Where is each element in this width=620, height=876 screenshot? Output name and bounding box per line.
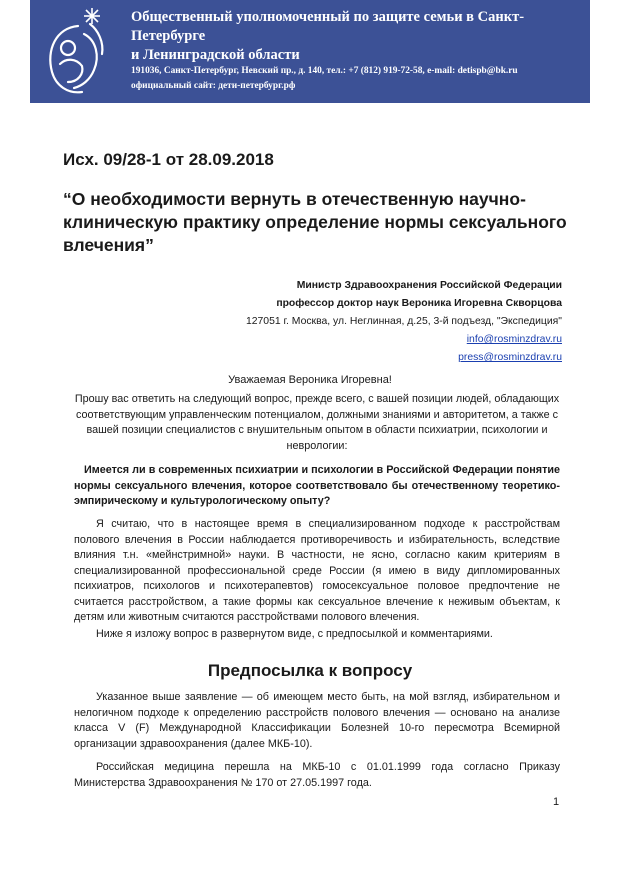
outgoing-reference: Исх. 09/28-1 от 28.09.2018	[63, 150, 274, 169]
question-paragraph: Имеется ли в современных психиатрии и психологии в Российской Федерации понятие нормы сексуального влечения, которое соответствовало бы отечественному теоретико-эмпирическому и культурологическому опыту?	[74, 464, 560, 507]
body-paragraph-1: Я считаю, что в настоящее время в специализированном подходе к расстройствам полового влечения в России наблюдается противоречивость и избирательность, вследствие влияния т.н. «мейнстримной» науки. В частности, не ясно, согласно каким критериям в специализированной профессиональной среде России (я имею в виду дипломированных психиатров, психологов и психотерапевтов) гомосексуальное половое предпочтение не считается расстройством, а такие формы как сексуальное влечение к неживым объектам, к детям или животным считаются расстройствами полового влечения.	[74, 518, 560, 623]
intro-paragraph: Прошу вас ответить на следующий вопрос, прежде всего, с вашей позиции людей, обладающих соответствующим управленческим потенциалом, должными знаниями и авторитетом, а также с вашей позиции специалистов с внушительным опытом в области психиатрии, психологии и неврологии:	[74, 393, 560, 452]
letterhead	[30, 0, 590, 103]
recipient-block	[142, 277, 562, 367]
organization-website: официальный сайт: дети-петербург.рф	[131, 81, 296, 91]
organization-name	[131, 8, 583, 65]
section-heading: Предпосылка к вопросу	[207, 661, 413, 680]
greeting: Уважаемая Вероника Игоревна!	[228, 374, 392, 386]
body-paragraph-4: Российская медицина перешла на МКБ-10 с 01.01.1999 года согласно Приказу Министерства Здравоохранения № 170 от 27.05.1997 года.	[74, 761, 560, 789]
recipient-email-info[interactable]: info@rosminzdrav.ru	[466, 334, 562, 345]
organization-name-line-1: Общественный уполномоченный по защите семьи в Санкт-Петербурге	[131, 9, 525, 44]
recipient-address: 127051 г. Москва, ул. Неглинная, д.25, 3-й подъезд, "Экспедиция"	[245, 316, 562, 327]
family-emblem-icon	[38, 4, 114, 98]
recipient-email-press[interactable]: press@rosminzdrav.ru	[458, 352, 562, 363]
organization-address: 191036, Санкт-Петербург, Невский пр., д. 140, тел.: +7 (812) 919-72-58, e-mail: detispb@bk.ru	[131, 66, 518, 76]
recipient-position: Министр Здравоохранения Российской Федерации	[296, 280, 562, 291]
organization-name-line-2: и Ленинградской области	[131, 47, 300, 63]
body-paragraph-3: Указанное выше заявление — об имеющем место быть, на мой взгляд, избирательном и нелогичном подходе к определению расстройств полового влечения — основано на анализе класса V (F) Международной Классификации Болезней 10-го пересмотра Всемирной организации здравоохранения (далее МКБ-10).	[74, 691, 560, 750]
body-paragraph-2: Ниже я изложу вопрос в развернутом виде, с предпосылкой и комментариями.	[96, 628, 493, 640]
page-number: 1	[553, 796, 560, 808]
organization-contacts	[131, 64, 587, 94]
letter-title: “О необходимости вернуть в отечественную научно-клиническую практику определение нормы сексуального влечения”	[63, 189, 567, 255]
recipient-name: профессор доктор наук Вероника Игоревна Скворцова	[276, 298, 562, 309]
